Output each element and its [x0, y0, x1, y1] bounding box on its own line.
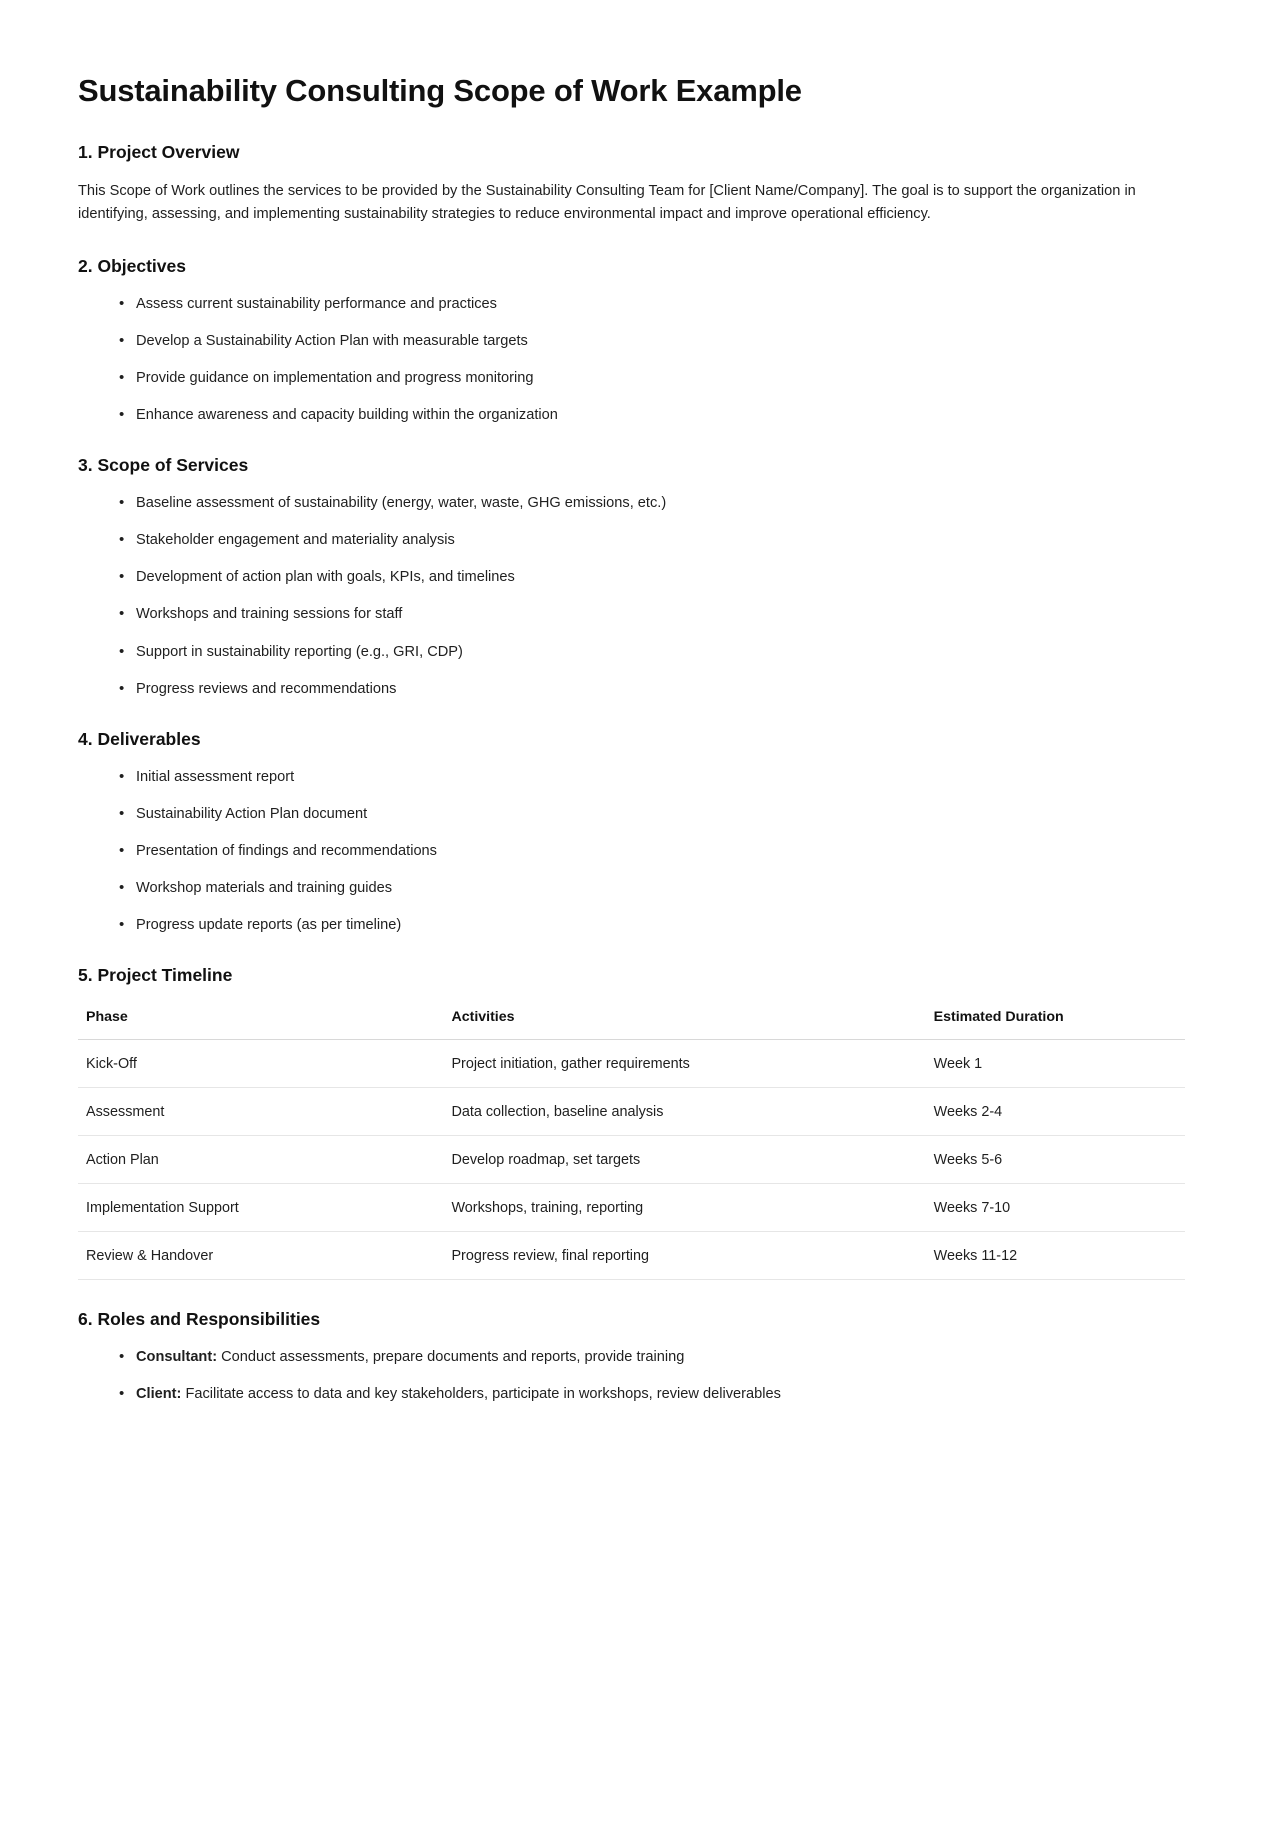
table-row	[78, 1184, 1185, 1232]
cell-duration: Week 1	[926, 1040, 1185, 1088]
list-item: • Workshops and training sessions for staff	[136, 604, 1185, 625]
role-text-client: Facilitate access to data and key stakeholders, participate in workshops, review deliverables	[181, 1386, 781, 1403]
cell-activities: Data collection, baseline analysis	[443, 1088, 925, 1136]
list-item	[136, 1347, 1185, 1368]
list-item: • Support in sustainability reporting (e.g., GRI, CDP)	[136, 642, 1185, 663]
section-project-timeline	[78, 964, 1185, 1280]
role-label-client: Client:	[136, 1386, 182, 1403]
list-item: • Stakeholder engagement and materiality analysis	[136, 530, 1185, 551]
cell-activities: Workshops, training, reporting	[443, 1184, 925, 1232]
deliverables-list	[78, 767, 1185, 937]
cell-duration: Weeks 11-12	[926, 1232, 1185, 1280]
list-item: • Provide guidance on implementation and progress monitoring	[136, 368, 1185, 389]
table-row	[78, 1040, 1185, 1088]
cell-activities: Progress review, final reporting	[443, 1232, 925, 1280]
section-heading-scope-of-services: 3. Scope of Services	[78, 455, 249, 476]
cell-activities: Project initiation, gather requirements	[443, 1040, 925, 1088]
list-item: • Progress reviews and recommendations	[136, 679, 1185, 700]
section-heading-project-timeline: 5. Project Timeline	[78, 965, 233, 986]
list-item: • Presentation of findings and recommendations	[136, 841, 1185, 862]
table-row	[78, 1232, 1185, 1280]
list-item: • Initial assessment report	[136, 767, 1185, 788]
list-item	[136, 1384, 1185, 1405]
section-heading-deliverables: 4. Deliverables	[78, 728, 201, 749]
list-item: • Develop a Sustainability Action Plan with measurable targets	[136, 331, 1185, 352]
table-body	[78, 1040, 1185, 1280]
section-objectives	[78, 255, 1185, 426]
column-header-phase: Phase	[78, 1003, 443, 1040]
role-text-consultant: Conduct assessments, prepare documents and reports, provide training	[217, 1348, 685, 1365]
cell-phase: Assessment	[78, 1088, 443, 1136]
column-header-activities: Activities	[443, 1003, 925, 1040]
cell-phase: Kick-Off	[78, 1040, 443, 1088]
section-scope-of-services	[78, 454, 1185, 700]
list-item: • Enhance awareness and capacity building within the organization	[136, 405, 1185, 426]
cell-duration: Weeks 5-6	[926, 1136, 1185, 1184]
section-roles-and-responsibilities	[78, 1308, 1185, 1405]
cell-duration: Weeks 2-4	[926, 1088, 1185, 1136]
table-row	[78, 1088, 1185, 1136]
cell-phase: Implementation Support	[78, 1184, 443, 1232]
list-item: • Development of action plan with goals, KPIs, and timelines	[136, 567, 1185, 588]
section-heading-objectives: 2. Objectives	[78, 255, 186, 276]
table-header-row	[78, 1003, 1185, 1040]
roles-list	[78, 1347, 1185, 1405]
scope-of-services-list	[78, 493, 1185, 700]
section-deliverables	[78, 728, 1185, 937]
role-label-consultant: Consultant:	[136, 1348, 218, 1365]
project-overview-paragraph: This Scope of Work outlines the services to be provided by the Sustainability Consulting Team for [Client Name/Company]. The goal is to support the organization in identifying, assessing, and implementing sustainability strategies to reduce environmental impact and improve operational efficiency.	[78, 182, 1136, 223]
section-heading-roles-and-responsibilities: 6. Roles and Responsibilities	[78, 1309, 321, 1330]
list-item: • Sustainability Action Plan document	[136, 804, 1185, 825]
page-title: Sustainability Consulting Scope of Work Example	[78, 73, 802, 108]
list-item: • Baseline assessment of sustainability (energy, water, waste, GHG emissions, etc.)	[136, 493, 1185, 514]
project-timeline-table	[78, 1003, 1185, 1280]
section-heading-project-overview: 1. Project Overview	[78, 141, 240, 162]
table-header	[78, 1003, 1185, 1040]
objectives-list	[78, 294, 1185, 427]
cell-phase: Action Plan	[78, 1136, 443, 1184]
list-item: • Assess current sustainability performance and practices	[136, 294, 1185, 315]
table-row	[78, 1136, 1185, 1184]
cell-activities: Develop roadmap, set targets	[443, 1136, 925, 1184]
column-header-estimated-duration: Estimated Duration	[926, 1003, 1185, 1040]
list-item: • Workshop materials and training guides	[136, 878, 1185, 899]
section-project-overview	[78, 141, 1185, 227]
cell-phase: Review & Handover	[78, 1232, 443, 1280]
cell-duration: Weeks 7-10	[926, 1184, 1185, 1232]
list-item: • Progress update reports (as per timeline)	[136, 915, 1185, 936]
